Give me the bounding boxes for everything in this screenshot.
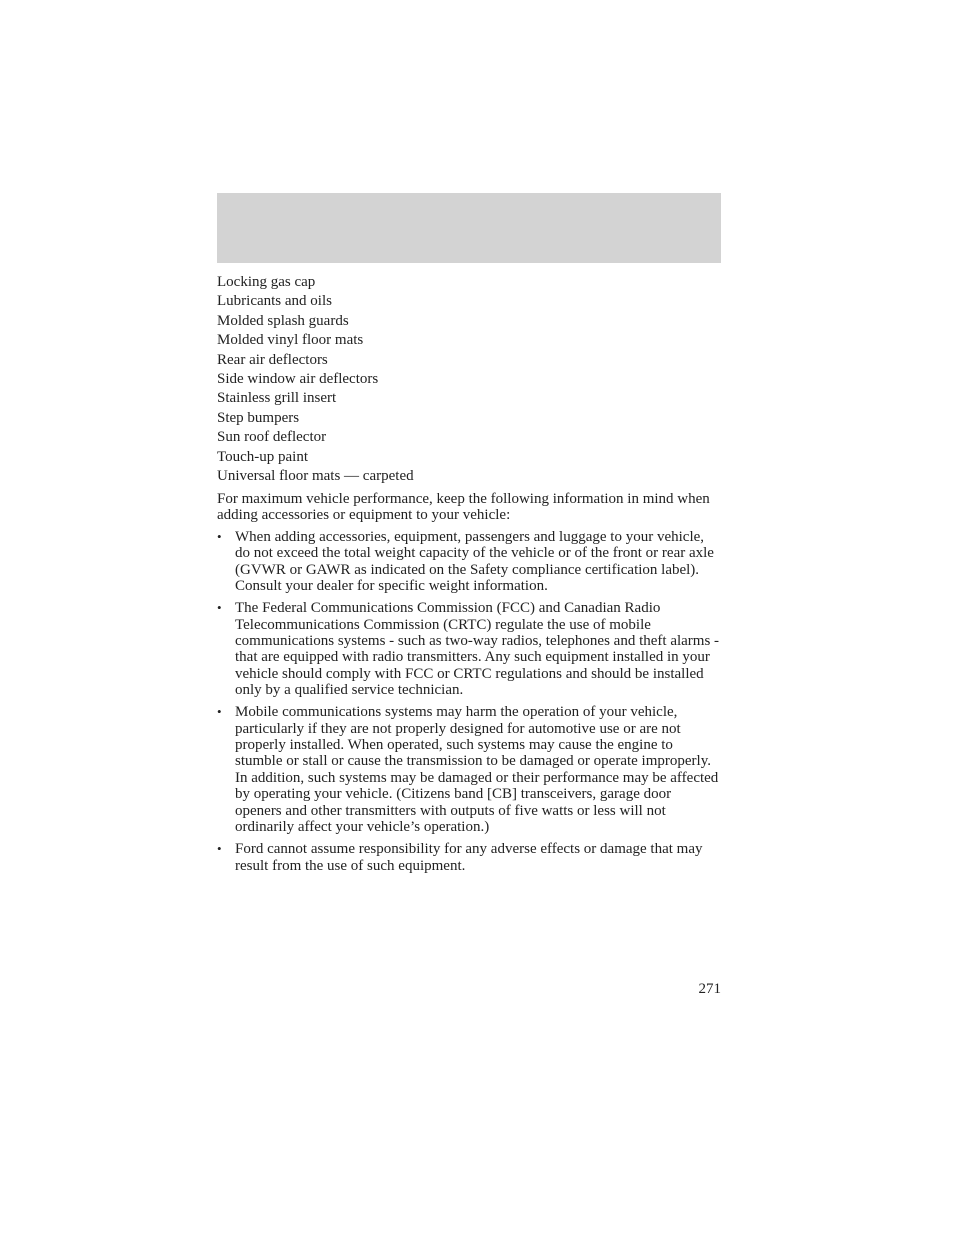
bullet-item [217,529,721,594]
bullet-item [217,600,721,698]
accessory-item: Side window air deflectors [217,371,379,388]
bullet-item [217,704,721,835]
section-header-band [217,193,721,263]
accessory-item: Sun roof deflector [217,429,327,446]
bullet-dot: • [217,704,222,720]
bullet-text: Ford cannot assume responsibility for any adverse effects or damage that may result from the use of such equipment. [235,841,703,874]
accessory-item: Touch-up paint [217,448,309,465]
accessory-list [217,273,721,486]
accessory-item: Step bumpers [217,409,300,426]
bullet-text: Mobile communications systems may harm the operation of your vehicle, particularly if they are not properly designed for automotive use or are not properly installed. When operated, such systems may cause the engine to stumble or stall or cause the transmission to be damaged or operate improperly. In addition, such systems may be damaged or their performance may be affected by operating your vehicle. (Citizens band [CB] transceivers, garage door openers and other transmitters with outputs of five watts or less will not ordinarily affect your vehicle’s operation.) [235,704,719,835]
bullet-text: The Federal Communications Commission (FCC) and Canadian Radio Telecommunications Commission (CRTC) regulate the use of mobile communications systems - such as two-way radios, telephones and theft alarms - that are equipped with radio transmitters. Any such equipment installed in your vehicle should comply with FCC or CRTC regulations and should be installed only by a qualified service technician. [235,600,720,699]
accessory-item: Stainless grill insert [217,390,337,407]
bullet-dot: • [217,600,222,616]
bullet-text: When adding accessories, equipment, passengers and luggage to your vehicle, do not exceed the total weight capacity of the vehicle or of the front or rear axle (GVWR or GAWR as indicated on the Safety compliance certification label). Consult your dealer for specific weight information. [235,529,714,595]
accessory-item: Locking gas cap [217,274,316,290]
accessory-item: Molded splash guards [217,312,349,329]
accessory-item: Lubricants and oils [217,293,332,310]
page-number: 271 [698,981,721,997]
accessory-item: Universal floor mats — carpeted [217,468,414,485]
bullet-dot: • [217,529,222,544]
accessory-item: Rear air deflectors [217,351,328,368]
accessory-item: Molded vinyl floor mats [217,332,364,349]
bullet-dot: • [217,841,222,857]
intro-paragraph: For maximum vehicle performance, keep the following information in mind when adding accessories or equipment to your vehicle: [217,491,710,524]
bullet-list [217,529,721,880]
bullet-item [217,841,721,874]
